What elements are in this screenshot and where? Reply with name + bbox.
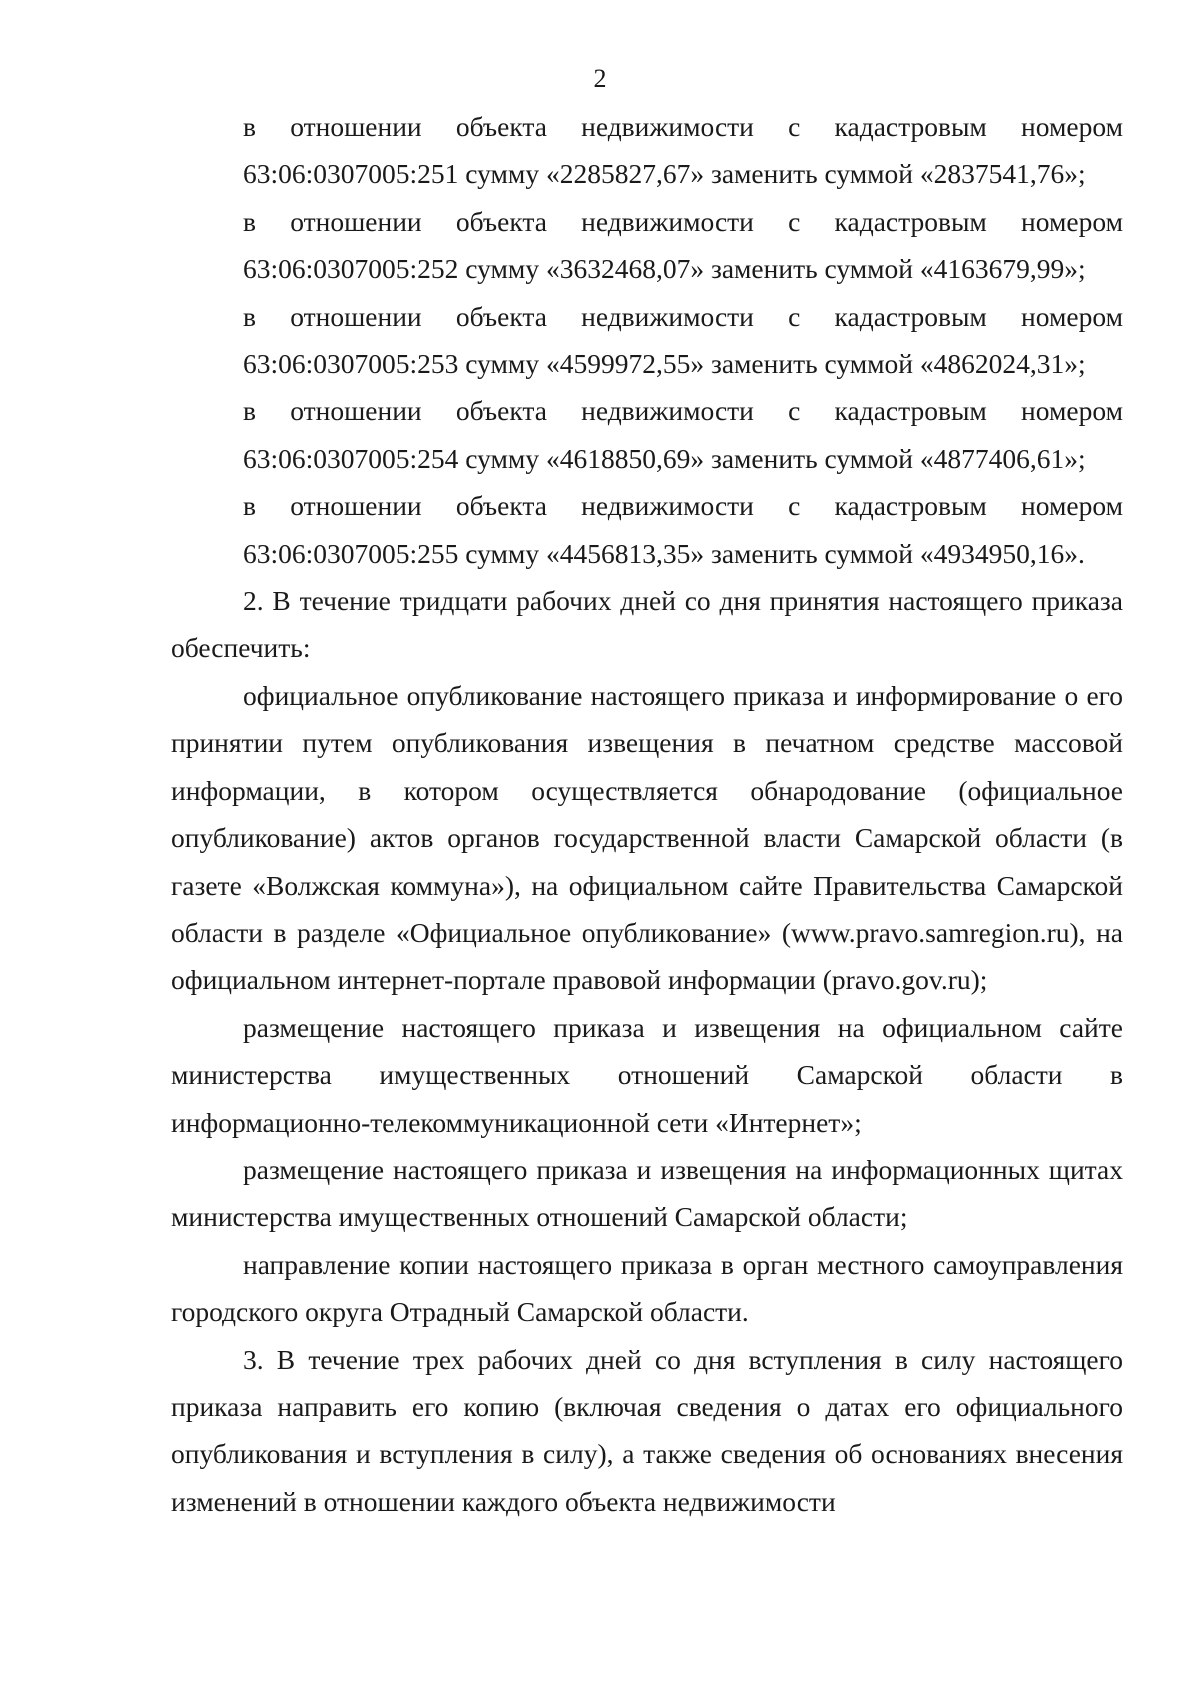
section-2-item-website: размещение настоящего приказа и извещения на официальном сайте министерства имущественных отношений Самарской области в информационно-телекоммуникационной сети «Интернет»; (171, 1011, 1123, 1138)
property-item-intro: в отношении объекта недвижимости с кадастровым номером (243, 490, 1123, 522)
section-2-intro: 2. В течение тридцати рабочих дней со дня принятия настоящего приказа обеспечить: (171, 585, 1123, 664)
property-item-text: 63:06:0307005:252 сумму «3632468,07» заменить суммой «4163679,99»; (243, 253, 1086, 285)
property-item (171, 387, 1123, 482)
property-item-text: 63:06:0307005:255 сумму «4456813,35» заменить суммой «4934950,16». (243, 537, 1085, 569)
property-item (171, 103, 1123, 198)
section-2-item-info-boards: размещение настоящего приказа и извещения на информационных щитах министерства имущественных отношений Самарской области; (171, 1153, 1123, 1233)
property-item (171, 293, 1123, 388)
property-item-text: 63:06:0307005:253 сумму «4599972,55» заменить суммой «4862024,31»; (243, 348, 1086, 380)
property-item-intro: в отношении объекта недвижимости с кадастровым номером (243, 395, 1123, 427)
document-body (171, 103, 1123, 1525)
property-item-text: 63:06:0307005:251 сумму «2285827,67» заменить суммой «2837541,76»; (243, 158, 1086, 190)
page-number: 2 (593, 64, 607, 93)
section-2-item-copy: направление копии настоящего приказа в орган местного самоуправления городского округа Отрадный Самарской области. (171, 1248, 1123, 1328)
section-3-text: 3. В течение трех рабочих дней со дня вступления в силу настоящего приказа направить его копию (включая сведения о датах его официального опубликования и вступления в силу), а также сведения об основаниях внесения изменений в отношении каждого объекта недвижимости (171, 1343, 1123, 1517)
property-item (171, 198, 1123, 293)
property-item-intro: в отношении объекта недвижимости с кадастровым номером (243, 111, 1123, 142)
property-item-intro: в отношении объекта недвижимости с кадастровым номером (243, 205, 1123, 237)
property-item (171, 482, 1123, 577)
section-2-item-publication: официальное опубликование настоящего приказа и информирование о его принятии путем опубликования извещения в печатном средстве массовой информации, в котором осуществляется обнародование (официальное опубликование) актов органов государственной власти Самарской области (в газете «Волжская коммуна»), на официальном сайте Правительства Самарской области в разделе «Официальное опубликование» (www.pravo.samregion.ru), на официальном интернет-портале правовой информации (pravo.gov.ru); (171, 679, 1123, 996)
property-item-text: 63:06:0307005:254 сумму «4618850,69» заменить суммой «4877406,61»; (243, 442, 1086, 474)
property-item-intro: в отношении объекта недвижимости с кадастровым номером (243, 300, 1123, 332)
